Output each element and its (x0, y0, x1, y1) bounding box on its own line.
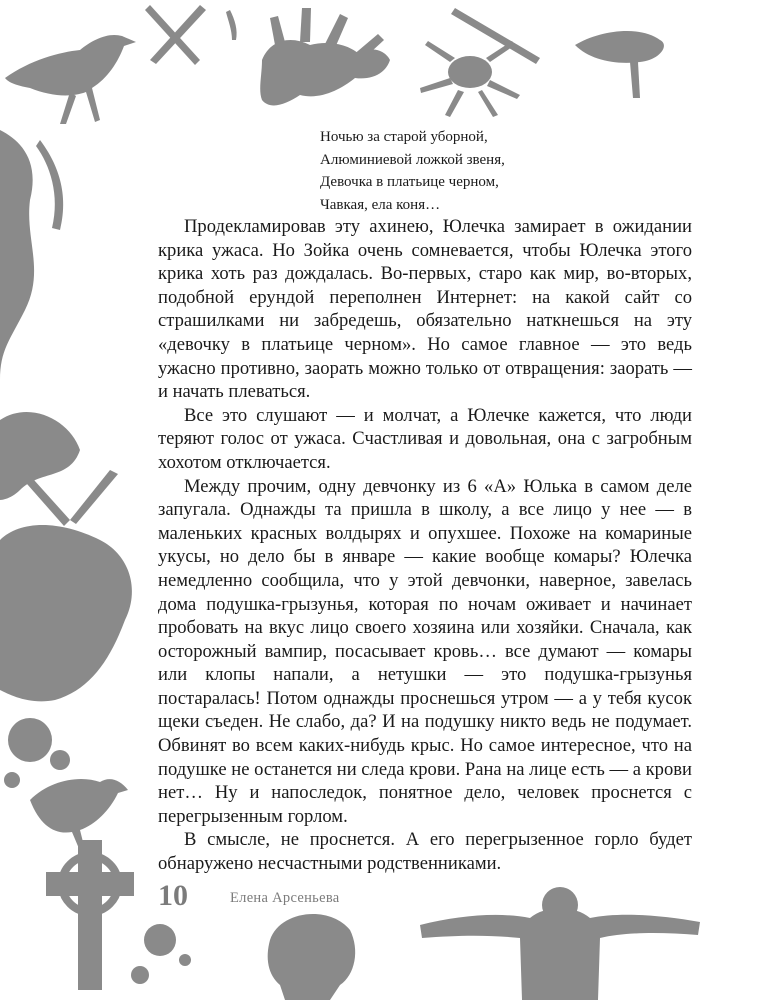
celtic-cross-icon (46, 840, 134, 990)
skull-icon (268, 914, 356, 1000)
paragraph: Продекламировав эту ахинею, Юлечка замирает в ожидании крика ужаса. Но Зойка очень сомневается, чтобы Юлечка этого крика хоть раз дождалась. Во-первых, старо как мир, во-вторых, подобной ерундой переполнен Интернет: на какой сайт со страшилками ни забредешь, обязательно наткнешься на эту «девочку в платьице черном». Но самое главное — это ведь ужасно противно, заорать можно только от отвращения: заорать — и начать плеваться. (158, 216, 692, 403)
body-text (158, 215, 692, 876)
poem-line: Алюминиевой ложкой звеня, (320, 151, 505, 168)
spider-icon (420, 41, 520, 117)
scarecrow-icon (420, 887, 700, 1000)
poem-line: Девочка в платьице черном, (320, 174, 499, 190)
hand-print-icon (260, 8, 390, 105)
paragraph: Между прочим, одну девчонку из 6 «А» Юлька в самом деле запугала. Однажды та пришла в школу, а все лицо у нее — в маленьких красных волдырях и опухшее. Похоже на комариные укусы, но дело бы в январе — какие вообще комары? Юлечка немедленно сообщила, что у этой девчонки, наверное, завелась дома подушка-грызунья, которая по ночам оживает и начинает пробовать на вкус лицо своего хозяина или хозяйки. Сначала, как осторожный вампир, посасывает кровь… все думают — комары или клопы напали, а нетушки — это подушка-грызунья постаралась! Потом однажды проснешься утром — а у тебя кусок щеки съеден. Не слабо, да? И на подушку никто ведь не подумает. Обвинят во всем каких-нибудь крыс. Но самое интересное, что на подушке не останется ни следа крови. Рана на лице есть — а крови нет… Ну и напоследок, понятное дело, человек проснется с перегрызенным горлом. (158, 475, 692, 827)
poem-line: Ночью за старой уборной, (320, 129, 488, 145)
raven-icon (5, 35, 136, 124)
page-number: 10 (158, 879, 188, 912)
paragraph: В смысле, не проснется. А его перегрызенное горло будет обнаружено несчастными родственниками. (158, 829, 692, 875)
author-name: Елена Арсеньева (230, 890, 340, 906)
poem-epigraph (320, 126, 620, 216)
paragraph: Все это слушают — и молчат, а Юлечке кажется, что люди теряют голос от ужаса. Счастливая и довольная, она с загробным хохотом отключается. (158, 404, 692, 473)
poem-line: Чавкая, ела коня… (320, 196, 441, 213)
demon-face-icon (0, 470, 132, 701)
lips-icon (575, 31, 664, 98)
